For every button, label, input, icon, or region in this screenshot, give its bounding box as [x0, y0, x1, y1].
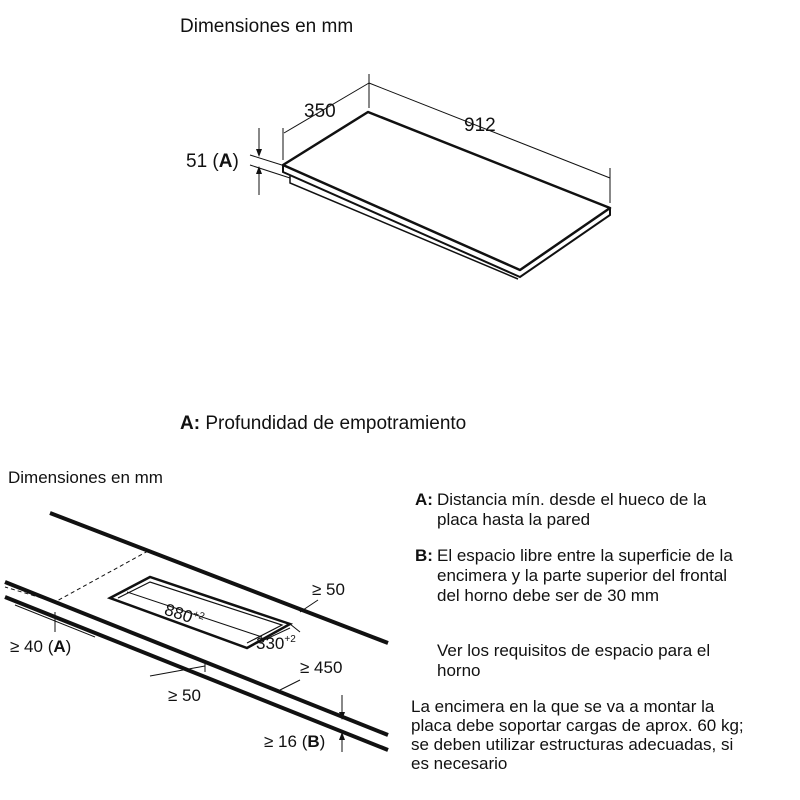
note-oven-line1: Ver los requisitos de espacio para el: [437, 641, 711, 660]
dim-40-key: A: [53, 637, 66, 656]
dim-450-line: [280, 680, 300, 690]
dim-330-label: [256, 634, 296, 654]
dim-40-value: ≥ 40: [10, 637, 43, 656]
dim-51-label: 51 (A): [186, 151, 239, 172]
bottom-heading: Dimensiones en mm: [8, 468, 163, 487]
note-a-key: A:: [415, 490, 433, 509]
note-load-line2: placa debe soportar cargas de aprox. 60 kg;: [411, 716, 744, 735]
note-load-line3: se deben utilizar estructuras adecuadas, si: [411, 735, 734, 754]
dim-51-ext-top: [250, 155, 285, 166]
dim-330-value: 330: [256, 634, 285, 653]
note-load: [411, 697, 796, 777]
note-a-line1: Distancia mín. desde el hueco de la: [437, 490, 707, 509]
note-a-line2: placa hasta la pared: [437, 510, 591, 529]
note-b-line3: del horno debe ser de 30 mm: [437, 586, 660, 605]
dim-51-arrowhead-top: [256, 149, 262, 157]
note-b: [415, 546, 795, 606]
dim-51-key: A: [218, 151, 233, 172]
note-a: [415, 490, 795, 530]
dim-880-value: 880: [162, 600, 195, 627]
dim-330-ext: [290, 624, 300, 632]
worktop-back-edge: [50, 513, 388, 643]
note-oven-line2: horno: [437, 661, 481, 680]
dim-880-tol: +2: [191, 608, 206, 623]
dim-330-tol: +2: [284, 634, 296, 645]
dim-rear-50-line: [300, 600, 318, 612]
note-oven: [415, 641, 795, 681]
dim-350-label: 350: [304, 101, 336, 122]
dim-40-label: ≥ 40 (A): [10, 637, 72, 656]
dim-51-value: 51: [186, 151, 208, 172]
note-b-key: B:: [415, 546, 433, 565]
note-b-line1: El espacio libre entre la superficie de la: [437, 546, 733, 565]
note-load-line4: es necesario: [411, 754, 508, 773]
top-legend-key: A:: [180, 413, 201, 434]
dim-16-value: ≥ 16: [264, 732, 297, 751]
dim-16-label: ≥ 16 (B): [264, 732, 326, 751]
hob-front-edge: [283, 165, 610, 277]
dim-450-label: ≥ 450: [300, 658, 343, 677]
top-heading: Dimensiones en mm: [180, 16, 354, 37]
hob-base: [290, 176, 518, 279]
dim-rear-50-label: ≥ 50: [312, 580, 345, 599]
top-legend: [180, 413, 466, 435]
dim-bottom-50-label: ≥ 50: [168, 686, 201, 705]
top-legend-text: Profundidad de empotramiento: [205, 413, 467, 434]
dim-16-key: B: [307, 732, 320, 751]
dim-912-label: 912: [464, 115, 496, 136]
hob-top-surface: [283, 112, 610, 270]
note-b-line2: encimera y la parte superior del frontal: [437, 566, 728, 585]
note-load-line1: La encimera en la que se va a montar la: [411, 697, 715, 716]
